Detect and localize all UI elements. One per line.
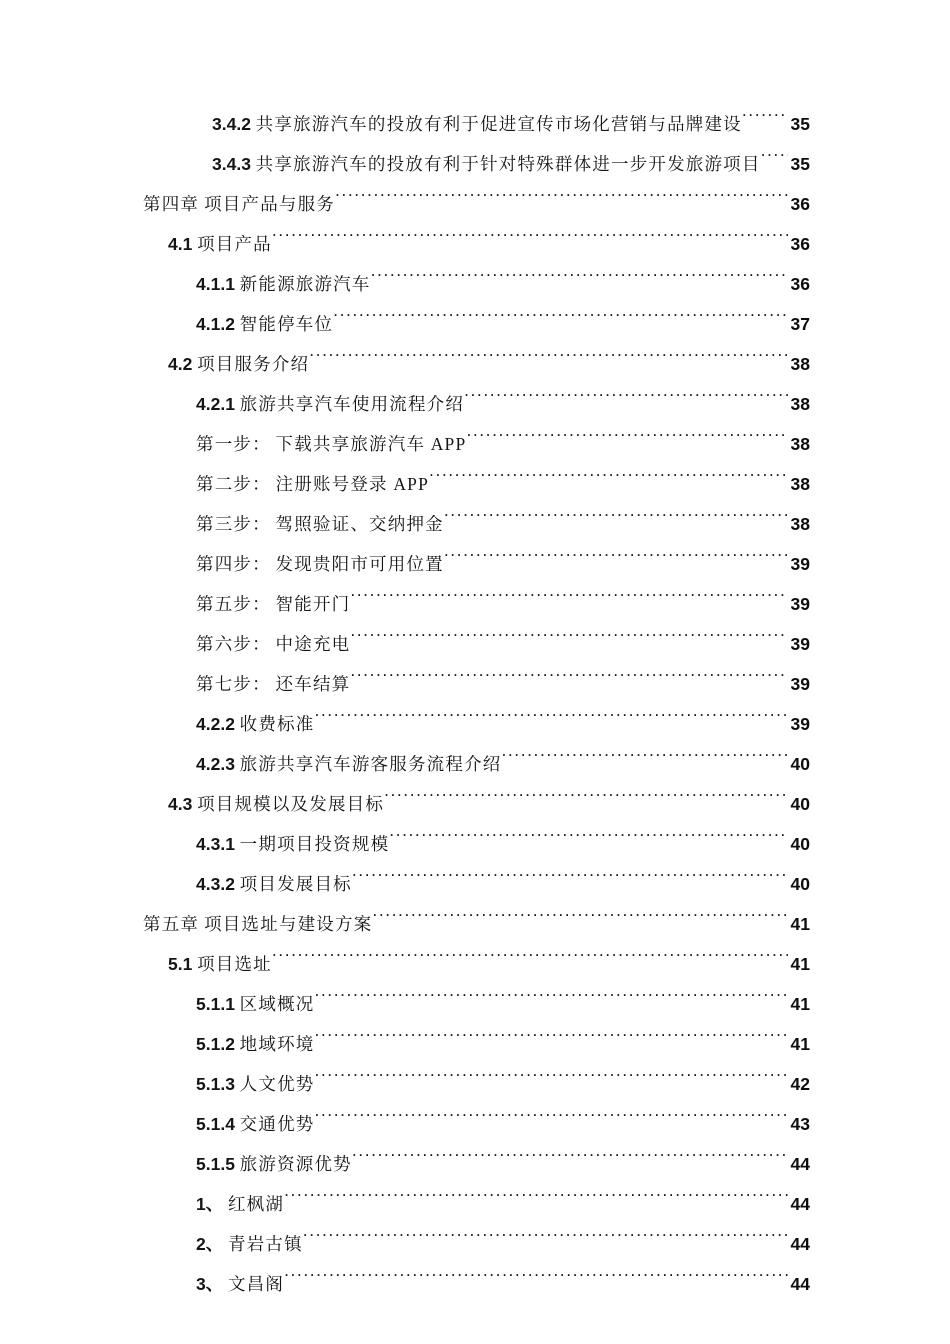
toc-entry-page-number: 38 bbox=[790, 354, 810, 374]
toc-entry-title bbox=[196, 1024, 314, 1064]
toc-entry-page-number: 44 bbox=[790, 1234, 810, 1254]
toc-entry-title bbox=[196, 1264, 284, 1304]
toc-entry[interactable] bbox=[143, 1184, 810, 1224]
toc-leader-dots bbox=[335, 194, 788, 210]
toc-entry-title bbox=[143, 904, 372, 944]
toc-entry[interactable] bbox=[143, 424, 810, 464]
toc-entry-title bbox=[168, 784, 384, 824]
toc-entry-text: 项目产品 bbox=[197, 234, 272, 254]
toc-entry-title bbox=[168, 344, 309, 384]
toc-entry[interactable] bbox=[143, 1024, 810, 1064]
toc-entry-title bbox=[196, 1064, 314, 1104]
toc-entry-page-number: 38 bbox=[790, 514, 810, 534]
toc-entry-page-number: 41 bbox=[790, 914, 810, 934]
toc-entry[interactable] bbox=[143, 544, 810, 584]
toc-entry-title bbox=[196, 584, 350, 624]
toc-entry-title bbox=[196, 744, 501, 784]
toc-entry-number: 第四章 bbox=[143, 194, 200, 214]
toc-entry-number: 第七步： bbox=[196, 674, 271, 694]
toc-leader-dots bbox=[350, 634, 788, 650]
toc-leader-dots bbox=[314, 1114, 788, 1130]
toc-entry-page-number: 40 bbox=[790, 834, 810, 854]
toc-entry-text: 旅游共享汽车使用流程介绍 bbox=[239, 394, 465, 414]
toc-entry-text: 智能停车位 bbox=[239, 314, 334, 334]
toc-entry[interactable] bbox=[143, 304, 810, 344]
toc-entry-title bbox=[212, 104, 742, 144]
toc-entry-page-number: 40 bbox=[790, 794, 810, 814]
toc-entry[interactable] bbox=[143, 344, 810, 384]
toc-entry[interactable] bbox=[143, 264, 810, 304]
toc-entry-text: 项目发展目标 bbox=[239, 874, 352, 894]
toc-entry-number: 5.1.5 bbox=[196, 1154, 235, 1174]
toc-entry-page-number: 37 bbox=[790, 314, 810, 334]
toc-entry-page-number: 40 bbox=[790, 874, 810, 894]
toc-entry-number: 5.1.3 bbox=[196, 1074, 235, 1094]
toc-leader-dots bbox=[429, 474, 788, 490]
toc-leader-dots bbox=[303, 1234, 788, 1250]
toc-entry-title bbox=[196, 984, 314, 1024]
toc-entry-title bbox=[196, 664, 350, 704]
toc-entry-number: 4.3.1 bbox=[196, 834, 235, 854]
toc-leader-dots bbox=[314, 994, 788, 1010]
toc-leader-dots bbox=[284, 1194, 788, 1210]
toc-entry[interactable] bbox=[143, 1224, 810, 1264]
toc-entry-title bbox=[196, 424, 466, 464]
toc-entry-page-number: 35 bbox=[790, 114, 810, 134]
toc-leader-dots bbox=[272, 954, 788, 970]
toc-entry-number: 第三步： bbox=[196, 514, 271, 534]
toc-entry-title bbox=[196, 504, 444, 544]
toc-leader-dots bbox=[384, 794, 788, 810]
toc-entry[interactable] bbox=[143, 104, 810, 144]
toc-entry-text: 项目服务介绍 bbox=[197, 354, 310, 374]
toc-entry[interactable] bbox=[143, 464, 810, 504]
toc-entry-title bbox=[196, 624, 350, 664]
toc-leader-dots bbox=[761, 154, 788, 170]
toc-entry-text: 还车结算 bbox=[275, 674, 351, 694]
toc-leader-dots bbox=[284, 1274, 788, 1290]
toc-entry-title bbox=[196, 1184, 284, 1224]
toc-entry-text: 下载共享旅游汽车 APP bbox=[275, 434, 467, 454]
toc-entry[interactable] bbox=[143, 784, 810, 824]
toc-entry-number: 4.2.3 bbox=[196, 754, 235, 774]
toc-entry-page-number: 44 bbox=[790, 1194, 810, 1214]
toc-entry[interactable] bbox=[143, 1064, 810, 1104]
toc-entry[interactable] bbox=[143, 904, 810, 944]
toc-leader-dots bbox=[309, 354, 788, 370]
toc-entry-page-number: 40 bbox=[790, 754, 810, 774]
toc-entry-text: 共享旅游汽车的投放有利于促进宣传市场化营销与品牌建设 bbox=[255, 114, 742, 134]
toc-entry-number: 4.2 bbox=[168, 354, 193, 374]
toc-entry-page-number: 44 bbox=[790, 1154, 810, 1174]
toc-entry-page-number: 38 bbox=[790, 434, 810, 454]
toc-entry-text: 发现贵阳市可用位置 bbox=[275, 554, 444, 574]
toc-entry-page-number: 39 bbox=[790, 714, 810, 734]
toc-entry-number: 4.1.1 bbox=[196, 274, 235, 294]
toc-entry-number: 5.1.1 bbox=[196, 994, 235, 1014]
toc-entry-page-number: 41 bbox=[790, 954, 810, 974]
toc-entry[interactable] bbox=[143, 1264, 810, 1304]
toc-entry-title bbox=[143, 184, 335, 224]
toc-entry-page-number: 38 bbox=[790, 474, 810, 494]
toc-leader-dots bbox=[389, 834, 788, 850]
toc-entry-text: 共享旅游汽车的投放有利于针对特殊群体进一步开发旅游项目 bbox=[255, 154, 761, 174]
toc-entry-text: 中途充电 bbox=[275, 634, 351, 654]
toc-entry-title bbox=[212, 144, 761, 184]
toc-entry-text: 项目选址与建设方案 bbox=[204, 914, 373, 934]
toc-entry-number: 3.4.3 bbox=[212, 154, 251, 174]
toc-entry-text: 项目选址 bbox=[197, 954, 272, 974]
toc-leader-dots bbox=[350, 674, 788, 690]
toc-entry-text: 驾照验证、交纳押金 bbox=[275, 514, 444, 534]
toc-entry[interactable] bbox=[143, 1104, 810, 1144]
toc-leader-dots bbox=[314, 714, 788, 730]
toc-entry[interactable] bbox=[143, 664, 810, 704]
toc-entry-title bbox=[196, 464, 429, 504]
toc-leader-dots bbox=[501, 754, 788, 770]
toc-leader-dots bbox=[314, 1074, 788, 1090]
toc-entry-title bbox=[196, 704, 314, 744]
toc-entry-title bbox=[196, 304, 333, 344]
toc-entry-title bbox=[196, 384, 464, 424]
toc-entry[interactable] bbox=[143, 824, 810, 864]
toc-entry[interactable] bbox=[143, 144, 810, 184]
toc-entry-text: 红枫湖 bbox=[227, 1194, 285, 1214]
toc-entry-title bbox=[196, 864, 352, 904]
toc-entry[interactable] bbox=[143, 584, 810, 624]
toc-entry-number: 第一步： bbox=[196, 434, 271, 454]
toc-entry-number: 4.3.2 bbox=[196, 874, 235, 894]
toc-entry-title bbox=[196, 544, 444, 584]
toc-entry-page-number: 41 bbox=[790, 1034, 810, 1054]
toc-entry-number: 4.2.2 bbox=[196, 714, 235, 734]
toc-leader-dots bbox=[352, 874, 788, 890]
toc-entry-number: 4.2.1 bbox=[196, 394, 235, 414]
toc-entry-number: 5.1 bbox=[168, 954, 193, 974]
toc-entry-number: 第五步： bbox=[196, 594, 271, 614]
toc-entry-page-number: 42 bbox=[790, 1074, 810, 1094]
toc-entry-text: 青岩古镇 bbox=[227, 1234, 303, 1254]
toc-entry-text: 项目规模以及发展目标 bbox=[197, 794, 385, 814]
toc-entry-text: 旅游资源优势 bbox=[239, 1154, 352, 1174]
toc-leader-dots bbox=[352, 1154, 788, 1170]
toc-entry-page-number: 44 bbox=[790, 1274, 810, 1294]
toc-entry-text: 区域概况 bbox=[239, 994, 315, 1014]
toc-entry-page-number: 38 bbox=[790, 394, 810, 414]
toc-entry-text: 收费标准 bbox=[239, 714, 315, 734]
toc-entry-page-number: 36 bbox=[790, 274, 810, 294]
toc-entry-number: 4.3 bbox=[168, 794, 193, 814]
toc-entry-title bbox=[196, 1104, 314, 1144]
toc-entry[interactable] bbox=[143, 984, 810, 1024]
toc-entry-title bbox=[196, 1224, 303, 1264]
toc-entry-page-number: 39 bbox=[790, 594, 810, 614]
toc-entry-page-number: 36 bbox=[790, 234, 810, 254]
toc-entry[interactable] bbox=[143, 704, 810, 744]
toc-entry[interactable] bbox=[143, 184, 810, 224]
toc-leader-dots bbox=[314, 1034, 788, 1050]
toc-entry-number: 第四步： bbox=[196, 554, 271, 574]
toc-leader-dots bbox=[466, 434, 788, 450]
toc-entry-text: 项目产品与服务 bbox=[204, 194, 335, 214]
toc-entry-text: 一期项目投资规模 bbox=[239, 834, 390, 854]
toc-entry-page-number: 36 bbox=[790, 194, 810, 214]
toc-entry-page-number: 35 bbox=[790, 154, 810, 174]
toc-entry-title bbox=[196, 1144, 352, 1184]
toc-leader-dots bbox=[742, 114, 788, 130]
toc-entry-page-number: 39 bbox=[790, 634, 810, 654]
toc-entry-text: 智能开门 bbox=[275, 594, 351, 614]
toc-entry-text: 地域环境 bbox=[239, 1034, 315, 1054]
toc-entry-number: 第二步： bbox=[196, 474, 271, 494]
toc-entry-number: 3.4.2 bbox=[212, 114, 251, 134]
toc-leader-dots bbox=[444, 514, 788, 530]
toc-entry-title bbox=[196, 824, 389, 864]
toc-entry[interactable] bbox=[143, 384, 810, 424]
toc-leader-dots bbox=[464, 394, 788, 410]
toc-entry-number: 1、 bbox=[196, 1194, 224, 1214]
toc-entry-number: 5.1.2 bbox=[196, 1034, 235, 1054]
toc-leader-dots bbox=[272, 234, 788, 250]
toc-entry-text: 交通优势 bbox=[239, 1114, 315, 1134]
toc-leader-dots bbox=[371, 274, 788, 290]
toc-entry-text: 文昌阁 bbox=[227, 1274, 285, 1294]
toc-leader-dots bbox=[444, 554, 788, 570]
toc-entry-number: 2、 bbox=[196, 1234, 224, 1254]
toc-entry[interactable] bbox=[143, 744, 810, 784]
toc-entry-page-number: 41 bbox=[790, 994, 810, 1014]
toc-entry-number: 5.1.4 bbox=[196, 1114, 235, 1134]
toc-entry[interactable] bbox=[143, 864, 810, 904]
toc-leader-dots bbox=[333, 314, 788, 330]
toc-entry-text: 人文优势 bbox=[239, 1074, 315, 1094]
toc-entry-page-number: 39 bbox=[790, 674, 810, 694]
toc-entry[interactable] bbox=[143, 624, 810, 664]
toc-entry-title bbox=[168, 224, 272, 264]
toc-entry-text: 新能源旅游汽车 bbox=[239, 274, 371, 294]
toc-entry[interactable] bbox=[143, 504, 810, 544]
toc-entry-page-number: 43 bbox=[790, 1114, 810, 1134]
toc-entry-number: 4.1 bbox=[168, 234, 193, 254]
toc-entry-number: 4.1.2 bbox=[196, 314, 235, 334]
toc-leader-dots bbox=[372, 914, 788, 930]
toc-entry-number: 第五章 bbox=[143, 914, 200, 934]
toc-entry-text: 注册账号登录 APP bbox=[275, 474, 430, 494]
toc-entry[interactable] bbox=[143, 224, 810, 264]
toc-entry-number: 第六步： bbox=[196, 634, 271, 654]
toc-entry-title bbox=[196, 264, 371, 304]
toc-entry[interactable] bbox=[143, 1144, 810, 1184]
toc-entry-text: 旅游共享汽车游客服务流程介绍 bbox=[239, 754, 502, 774]
toc-entry-title bbox=[168, 944, 272, 984]
toc-entry-number: 3、 bbox=[196, 1274, 224, 1294]
table-of-contents bbox=[143, 104, 810, 1304]
toc-entry-page-number: 39 bbox=[790, 554, 810, 574]
toc-entry[interactable] bbox=[143, 944, 810, 984]
toc-leader-dots bbox=[350, 594, 788, 610]
